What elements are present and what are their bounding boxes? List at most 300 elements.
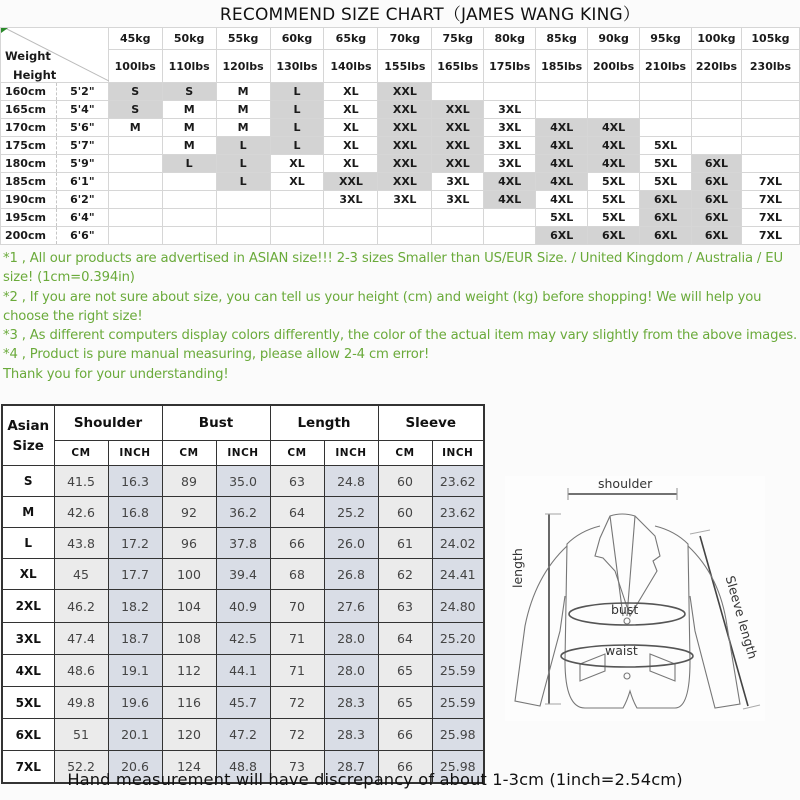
measurement-row	[2, 687, 484, 719]
weight-kg-header: 80kg	[484, 28, 536, 50]
size-cell: 6XL	[536, 227, 588, 245]
measurement-value: 41.5	[54, 466, 108, 497]
weight-lbs-header: 200lbs	[588, 50, 640, 83]
measurement-value: 17.7	[108, 559, 162, 590]
size-cell: 5XL	[536, 209, 588, 227]
size-cell: XXL	[432, 119, 484, 137]
measurement-value: 71	[270, 655, 324, 687]
measurement-value: 68	[270, 559, 324, 590]
size-cell	[108, 209, 162, 227]
unit-header: INCH	[324, 441, 378, 466]
size-cell: 5XL	[588, 191, 640, 209]
sleeve-length-label: Sleeve length	[722, 574, 761, 661]
size-cell: XL	[324, 155, 378, 173]
asian-size: 6XL	[2, 719, 54, 751]
size-cell	[692, 119, 742, 137]
asian-size: XL	[2, 559, 54, 590]
size-cell	[588, 101, 640, 119]
measurement-value: 116	[162, 687, 216, 719]
size-cell	[270, 191, 324, 209]
size-cell: 6XL	[692, 209, 742, 227]
size-cell	[432, 227, 484, 245]
size-cell	[692, 137, 742, 155]
size-cell: 3XL	[432, 173, 484, 191]
size-row	[1, 173, 800, 191]
weight-kg-header: 55kg	[216, 28, 270, 50]
weight-kg-header: 95kg	[640, 28, 692, 50]
unit-header: CM	[162, 441, 216, 466]
size-cell: M	[216, 119, 270, 137]
height-ft: 5'6"	[56, 119, 108, 137]
weight-lbs-header: 175lbs	[484, 50, 536, 83]
weight-lbs-header: 130lbs	[270, 50, 324, 83]
weight-lbs-header: 100lbs	[108, 50, 162, 83]
measurement-value: 112	[162, 655, 216, 687]
measurement-value: 25.98	[432, 719, 484, 751]
size-cell: 4XL	[536, 137, 588, 155]
size-cell: 4XL	[588, 137, 640, 155]
measurement-value: 64	[378, 623, 432, 655]
asian-size: 5XL	[2, 687, 54, 719]
size-cell: L	[162, 155, 216, 173]
measurement-value: 47.2	[216, 719, 270, 751]
size-cell	[741, 155, 799, 173]
size-row	[1, 209, 800, 227]
measurement-value: 24.41	[432, 559, 484, 590]
weight-lbs-header: 110lbs	[162, 50, 216, 83]
measurement-value: 16.3	[108, 466, 162, 497]
size-cell	[741, 137, 799, 155]
measure-group-length: Length	[270, 405, 378, 441]
size-cell	[108, 191, 162, 209]
size-cell	[692, 101, 742, 119]
size-cell: M	[162, 137, 216, 155]
size-cell: 6XL	[640, 209, 692, 227]
height-ft: 5'7"	[56, 137, 108, 155]
size-cell: 6XL	[692, 173, 742, 191]
weight-lbs-row	[1, 50, 800, 83]
measurement-value: 72	[270, 687, 324, 719]
size-cell: XXL	[432, 101, 484, 119]
asian-size: 7XL	[2, 751, 54, 784]
size-cell: 4XL	[588, 119, 640, 137]
measurement-value: 92	[162, 497, 216, 528]
height-ft: 6'4"	[56, 209, 108, 227]
measurement-value: 47.4	[54, 623, 108, 655]
size-cell: XL	[324, 119, 378, 137]
weight-lbs-header: 210lbs	[640, 50, 692, 83]
footer-note: Hand measurement will have discrepancy of about 1-3cm (1inch=2.54cm)	[67, 770, 683, 789]
measurement-value: 60	[378, 466, 432, 497]
measurement-value: 48.8	[216, 751, 270, 784]
size-cell	[692, 83, 742, 101]
size-cell: L	[270, 137, 324, 155]
weight-lbs-header: 120lbs	[216, 50, 270, 83]
measurement-value: 71	[270, 623, 324, 655]
measurement-value: 26.8	[324, 559, 378, 590]
measurement-value: 28.0	[324, 623, 378, 655]
size-cell	[216, 227, 270, 245]
size-cell	[162, 191, 216, 209]
size-cell	[378, 209, 432, 227]
measurement-value: 65	[378, 655, 432, 687]
height-cm: 195cm	[1, 209, 57, 227]
height-ft: 5'2"	[56, 83, 108, 101]
size-cell: XL	[324, 101, 378, 119]
weight-lbs-header: 165lbs	[432, 50, 484, 83]
measurement-value: 43.8	[54, 528, 108, 559]
weight-kg-header: 90kg	[588, 28, 640, 50]
title-text: RECOMMEND SIZE CHART（JAMES WANG KING）	[219, 5, 641, 25]
measurement-value: 66	[378, 751, 432, 784]
size-cell: XXL	[432, 137, 484, 155]
measurement-value: 24.80	[432, 590, 484, 623]
size-cell	[162, 209, 216, 227]
measurement-value: 23.62	[432, 497, 484, 528]
recommend-size-chart	[0, 27, 800, 245]
size-cell	[324, 209, 378, 227]
size-cell	[640, 119, 692, 137]
measurement-value: 25.98	[432, 751, 484, 784]
measurement-value: 17.2	[108, 528, 162, 559]
size-cell: L	[216, 137, 270, 155]
measurement-value: 65	[378, 687, 432, 719]
size-cell: S	[108, 83, 162, 101]
size-cell: 7XL	[741, 209, 799, 227]
weight-lbs-header: 140lbs	[324, 50, 378, 83]
height-cm: 165cm	[1, 101, 57, 119]
size-cell	[484, 227, 536, 245]
size-cell: 3XL	[484, 101, 536, 119]
length-label: length	[510, 548, 525, 588]
measurement-value: 96	[162, 528, 216, 559]
measure-group-sleeve: Sleeve	[378, 405, 484, 441]
size-cell: 3XL	[432, 191, 484, 209]
measurement-value: 18.2	[108, 590, 162, 623]
size-cell: XXL	[378, 155, 432, 173]
measurement-value: 16.8	[108, 497, 162, 528]
measurement-value: 60	[378, 497, 432, 528]
size-row	[1, 119, 800, 137]
size-cell: 3XL	[378, 191, 432, 209]
size-cell: L	[216, 173, 270, 191]
measurement-value: 51	[54, 719, 108, 751]
size-row	[1, 83, 800, 101]
weight-kg-header: 85kg	[536, 28, 588, 50]
measurement-row	[2, 719, 484, 751]
measurement-value: 124	[162, 751, 216, 784]
weight-lbs-header: 230lbs	[741, 50, 799, 83]
size-cell: L	[270, 119, 324, 137]
measurement-value: 104	[162, 590, 216, 623]
size-cell	[484, 83, 536, 101]
asian-size: M	[2, 497, 54, 528]
size-cell: XXL	[378, 173, 432, 191]
size-cell: 6XL	[692, 155, 742, 173]
measure-group-shoulder: Shoulder	[54, 405, 162, 441]
measurement-value: 62	[378, 559, 432, 590]
size-row	[1, 191, 800, 209]
measurement-value: 63	[378, 590, 432, 623]
weight-kg-header: 100kg	[692, 28, 742, 50]
measurement-value: 39.4	[216, 559, 270, 590]
size-cell: 4XL	[588, 155, 640, 173]
asian-size: 3XL	[2, 623, 54, 655]
size-cell	[162, 227, 216, 245]
size-row	[1, 227, 800, 245]
weight-kg-row	[1, 28, 800, 50]
size-cell	[741, 119, 799, 137]
size-cell: 6XL	[692, 191, 742, 209]
size-cell: M	[162, 119, 216, 137]
asian-size: 2XL	[2, 590, 54, 623]
unit-header: INCH	[108, 441, 162, 466]
weight-lbs-header: 185lbs	[536, 50, 588, 83]
height-cm: 170cm	[1, 119, 57, 137]
size-cell	[640, 83, 692, 101]
size-cell	[270, 209, 324, 227]
measurement-value: 66	[270, 528, 324, 559]
measurement-row	[2, 623, 484, 655]
size-cell: L	[270, 83, 324, 101]
size-cell: 3XL	[484, 119, 536, 137]
size-cell: 7XL	[741, 173, 799, 191]
size-cell: XXL	[378, 137, 432, 155]
height-ft: 6'6"	[56, 227, 108, 245]
asian-size: S	[2, 466, 54, 497]
height-ft: 5'9"	[56, 155, 108, 173]
size-cell: S	[162, 83, 216, 101]
size-cell: 4XL	[536, 191, 588, 209]
measurement-value: 63	[270, 466, 324, 497]
size-cell	[484, 209, 536, 227]
size-cell: 6XL	[588, 227, 640, 245]
unit-header: CM	[270, 441, 324, 466]
page-title	[0, 0, 800, 28]
measurement-value: 28.0	[324, 655, 378, 687]
size-cell	[432, 209, 484, 227]
size-cell: L	[270, 101, 324, 119]
size-cell: M	[216, 101, 270, 119]
measurement-value: 28.7	[324, 751, 378, 784]
measurement-value: 100	[162, 559, 216, 590]
measurement-value: 70	[270, 590, 324, 623]
size-cell: 3XL	[324, 191, 378, 209]
weight-kg-header: 105kg	[741, 28, 799, 50]
measurement-value: 42.6	[54, 497, 108, 528]
size-cell: 6XL	[640, 191, 692, 209]
size-cell: 4XL	[536, 173, 588, 191]
measurement-value: 25.59	[432, 687, 484, 719]
unit-header: INCH	[216, 441, 270, 466]
jacket-icon	[505, 476, 765, 721]
note-line: *4 , Product is pure manual measuring, please allow 2-4 cm error!	[3, 347, 430, 363]
bust-label: bust	[611, 602, 639, 617]
size-cell	[108, 155, 162, 173]
height-cm: 180cm	[1, 155, 57, 173]
measurement-value: 49.8	[54, 687, 108, 719]
size-row	[1, 137, 800, 155]
measurement-value: 89	[162, 466, 216, 497]
measurement-row	[2, 497, 484, 528]
size-cell: XL	[270, 173, 324, 191]
measurement-value: 48.6	[54, 655, 108, 687]
size-cell: 5XL	[640, 173, 692, 191]
measurement-value: 108	[162, 623, 216, 655]
size-cell	[108, 137, 162, 155]
size-cell: 4XL	[484, 173, 536, 191]
measurement-row	[2, 466, 484, 497]
size-cell	[432, 83, 484, 101]
measure-group-bust: Bust	[162, 405, 270, 441]
weight-lbs-header: 220lbs	[692, 50, 742, 83]
size-cell: 7XL	[741, 191, 799, 209]
size-cell: XXL	[432, 155, 484, 173]
unit-header: CM	[378, 441, 432, 466]
weight-kg-header: 45kg	[108, 28, 162, 50]
measurement-value: 73	[270, 751, 324, 784]
measurement-value: 23.62	[432, 466, 484, 497]
corner-header	[1, 28, 109, 83]
measurement-value: 18.7	[108, 623, 162, 655]
measurement-value: 27.6	[324, 590, 378, 623]
asian-size: 4XL	[2, 655, 54, 687]
size-cell: 4XL	[536, 155, 588, 173]
size-cell: M	[162, 101, 216, 119]
measurement-value: 20.6	[108, 751, 162, 784]
size-cell	[378, 227, 432, 245]
measurement-row	[2, 528, 484, 559]
measurement-value: 26.0	[324, 528, 378, 559]
waist-label: waist	[605, 643, 638, 658]
height-ft: 6'2"	[56, 191, 108, 209]
height-label: Height	[13, 68, 57, 82]
measurement-table	[1, 404, 485, 784]
size-cell: 3XL	[484, 155, 536, 173]
height-cm: 160cm	[1, 83, 57, 101]
size-cell	[741, 83, 799, 101]
size-cell: 5XL	[640, 137, 692, 155]
size-cell: XL	[270, 155, 324, 173]
measurement-value: 42.5	[216, 623, 270, 655]
asian-size: L	[2, 528, 54, 559]
weight-kg-header: 50kg	[162, 28, 216, 50]
jacket-measurement-diagram	[505, 476, 765, 721]
size-cell: 6XL	[640, 227, 692, 245]
measurement-value: 20.1	[108, 719, 162, 751]
size-cell: M	[216, 83, 270, 101]
size-cell	[536, 101, 588, 119]
size-cell: S	[108, 101, 162, 119]
size-cell: 7XL	[741, 227, 799, 245]
size-cell: 4XL	[536, 119, 588, 137]
size-cell	[536, 83, 588, 101]
size-notes	[3, 249, 798, 384]
size-cell	[270, 227, 324, 245]
size-cell	[640, 101, 692, 119]
weight-kg-header: 65kg	[324, 28, 378, 50]
size-cell: 5XL	[640, 155, 692, 173]
measurement-value: 36.2	[216, 497, 270, 528]
height-cm: 175cm	[1, 137, 57, 155]
note-line: Thank you for your understanding!	[3, 366, 229, 382]
measurement-row	[2, 655, 484, 687]
measurement-value: 52.2	[54, 751, 108, 784]
weight-kg-header: 60kg	[270, 28, 324, 50]
measurement-group-header	[2, 405, 484, 441]
size-cell	[162, 173, 216, 191]
size-cell: L	[216, 155, 270, 173]
unit-header: INCH	[432, 441, 484, 466]
measurement-value: 24.8	[324, 466, 378, 497]
measurement-row	[2, 559, 484, 590]
height-ft: 6'1"	[56, 173, 108, 191]
measurement-row	[2, 590, 484, 623]
measurement-value: 25.59	[432, 655, 484, 687]
size-cell: XXL	[378, 101, 432, 119]
size-cell	[108, 227, 162, 245]
weight-kg-header: 70kg	[378, 28, 432, 50]
measurement-value: 24.02	[432, 528, 484, 559]
measurement-value: 37.8	[216, 528, 270, 559]
measurement-value: 46.2	[54, 590, 108, 623]
shoulder-label: shoulder	[598, 476, 653, 491]
size-cell: 5XL	[588, 173, 640, 191]
weight-label: Weight	[5, 49, 51, 63]
unit-header: CM	[54, 441, 108, 466]
size-cell: XL	[324, 137, 378, 155]
asian-size-header: Asian Size	[2, 405, 54, 466]
size-cell	[216, 209, 270, 227]
size-cell	[216, 191, 270, 209]
size-cell: 4XL	[484, 191, 536, 209]
size-row	[1, 155, 800, 173]
measurement-value: 25.2	[324, 497, 378, 528]
size-cell: XXL	[378, 119, 432, 137]
height-cm: 200cm	[1, 227, 57, 245]
measurement-value: 66	[378, 719, 432, 751]
note-line: *3 , As different computers display colors differently, the color of the actual item may vary slightly from the above images.	[3, 328, 798, 344]
size-cell: 6XL	[692, 227, 742, 245]
measurement-value: 44.1	[216, 655, 270, 687]
size-cell	[588, 83, 640, 101]
measurement-value: 25.20	[432, 623, 484, 655]
size-cell: XXL	[378, 83, 432, 101]
measurement-value: 64	[270, 497, 324, 528]
note-line: *2 , If you are not sure about size, you can tell us your height (cm) and weight (kg) before shopping! We will help you choose the right size!	[3, 289, 762, 324]
weight-kg-header: 75kg	[432, 28, 484, 50]
measurement-value: 72	[270, 719, 324, 751]
measurement-value: 19.1	[108, 655, 162, 687]
size-cell	[741, 101, 799, 119]
height-ft: 5'4"	[56, 101, 108, 119]
size-cell	[108, 173, 162, 191]
height-cm: 185cm	[1, 173, 57, 191]
size-cell: M	[108, 119, 162, 137]
measurement-value: 19.6	[108, 687, 162, 719]
measurement-units-header	[2, 441, 484, 466]
size-cell	[324, 227, 378, 245]
note-line: *1 , All our products are advertised in ASIAN size!!! 2-3 sizes Smaller than US/EUR Size. / United Kingdom / Australia / EU size! (1cm=0.394in)	[3, 251, 783, 286]
measurement-value: 45	[54, 559, 108, 590]
measurement-value: 35.0	[216, 466, 270, 497]
measurement-value: 28.3	[324, 719, 378, 751]
measurement-value: 61	[378, 528, 432, 559]
measurement-value: 45.7	[216, 687, 270, 719]
height-cm: 190cm	[1, 191, 57, 209]
measurement-value: 28.3	[324, 687, 378, 719]
measurement-value: 120	[162, 719, 216, 751]
